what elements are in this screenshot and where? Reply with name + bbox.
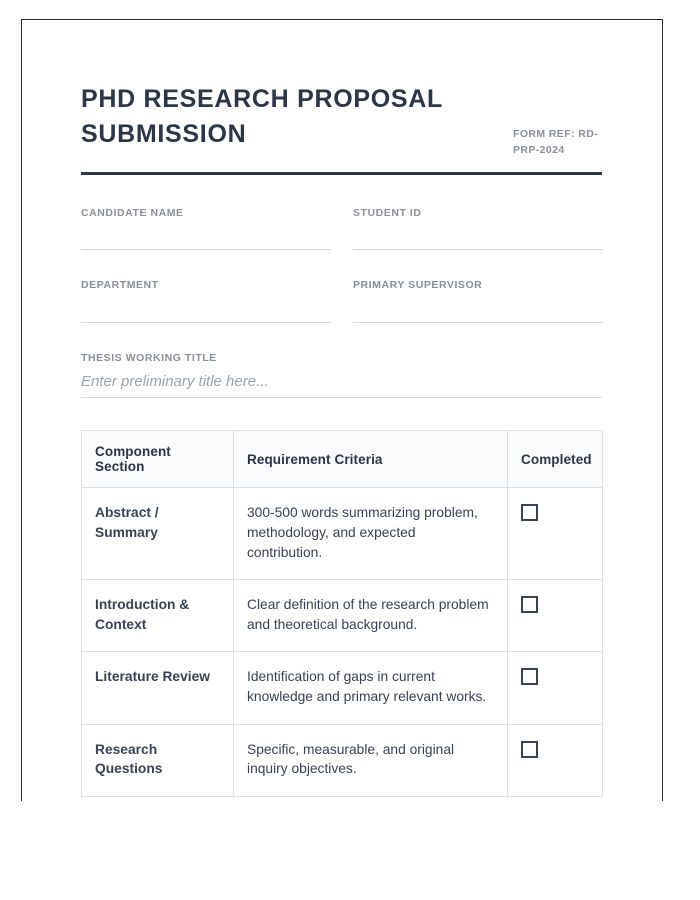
table-row xyxy=(82,724,603,796)
candidate-name-input[interactable] xyxy=(81,220,331,250)
field-candidate-name xyxy=(81,207,331,251)
checklist-table-container xyxy=(22,430,662,796)
field-primary-supervisor xyxy=(353,279,603,323)
checklist-table xyxy=(81,430,603,796)
department-input[interactable] xyxy=(81,293,331,323)
form-field-row xyxy=(81,207,623,251)
checkbox-icon[interactable] xyxy=(521,504,538,521)
form-fields xyxy=(22,207,662,323)
document-frame xyxy=(21,19,663,801)
field-thesis-working-title xyxy=(81,352,602,399)
document-body xyxy=(22,20,662,797)
field-department xyxy=(81,279,331,323)
primary-supervisor-input[interactable] xyxy=(353,293,603,323)
table-row xyxy=(82,488,603,580)
field-label-department: DEPARTMENT xyxy=(81,279,159,292)
checkbox-icon[interactable] xyxy=(521,596,538,613)
cell-requirement-criteria: Clear definition of the research problem and theoretical background. xyxy=(234,580,508,652)
cell-completed xyxy=(508,488,603,580)
cell-requirement-criteria: 300-500 words summarizing problem, methodology, and expected contribution. xyxy=(234,488,508,580)
thesis-working-title-input[interactable] xyxy=(81,365,602,398)
field-label-candidate-name: CANDIDATE NAME xyxy=(81,206,184,219)
field-label-thesis-working-title: THESIS WORKING TITLE xyxy=(81,351,217,364)
cell-completed xyxy=(508,724,603,796)
checkbox-icon[interactable] xyxy=(521,668,538,685)
cell-component-section: Introduction & Context xyxy=(82,580,234,652)
table-row xyxy=(82,580,603,652)
cell-requirement-criteria: Identification of gaps in current knowledge and primary relevant works. xyxy=(234,652,508,724)
thesis-title-block xyxy=(22,352,662,399)
cell-completed xyxy=(508,580,603,652)
field-student-id xyxy=(353,207,603,251)
checkbox-icon[interactable] xyxy=(521,741,538,758)
column-header-completed: Completed xyxy=(508,431,603,488)
header-divider xyxy=(81,172,602,175)
document-header xyxy=(22,20,662,175)
table-row xyxy=(82,652,603,724)
column-header-component-section: Component Section xyxy=(82,431,234,488)
header-row xyxy=(81,82,623,159)
cell-component-section: Literature Review xyxy=(82,652,234,724)
student-id-input[interactable] xyxy=(353,220,603,250)
column-header-requirement-criteria: Requirement Criteria xyxy=(234,431,508,488)
table-header-row xyxy=(82,431,603,488)
form-reference: FORM REF: RD-PRP-2024 xyxy=(513,128,599,157)
cell-completed xyxy=(508,652,603,724)
form-field-row xyxy=(81,279,623,323)
field-label-student-id: STUDENT ID xyxy=(353,206,422,219)
checklist-table-head xyxy=(82,431,603,488)
checklist-table-body xyxy=(82,488,603,796)
cell-requirement-criteria: Specific, measurable, and original inquiry objectives. xyxy=(234,724,508,796)
page-title: PHD RESEARCH PROPOSAL SUBMISSION xyxy=(81,85,443,148)
field-label-primary-supervisor: PRIMARY SUPERVISOR xyxy=(353,279,483,292)
cell-component-section: Research Questions xyxy=(82,724,234,796)
cell-component-section: Abstract / Summary xyxy=(82,488,234,580)
